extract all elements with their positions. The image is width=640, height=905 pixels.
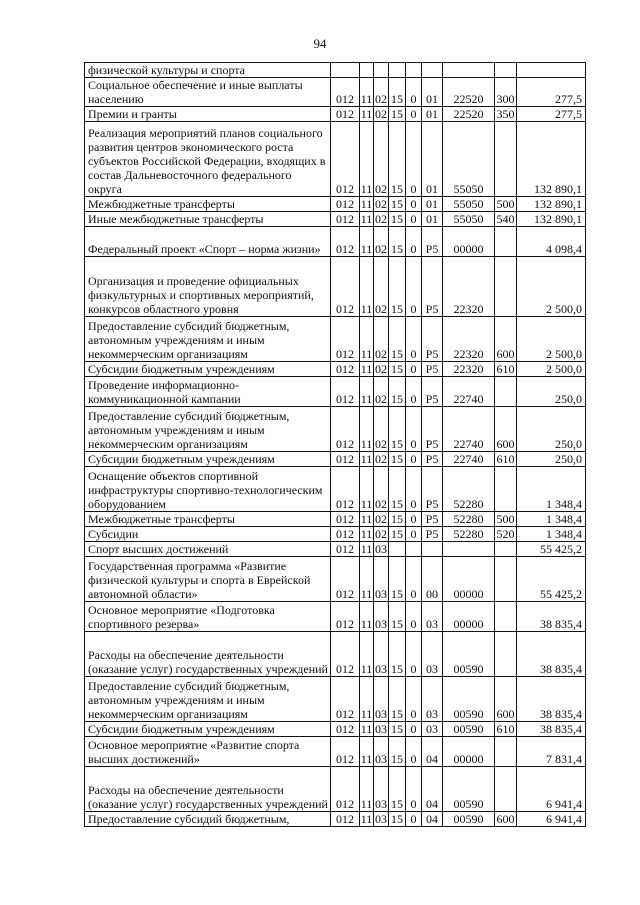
section-code-cell: 11 — [360, 317, 374, 362]
amount-cell: 38 835,4 — [517, 722, 586, 737]
section-code-cell: 11 — [360, 542, 373, 556]
section-code-cell: 11 — [360, 677, 374, 722]
page-number: 94 — [313, 36, 327, 51]
section-code-cell: 11 — [360, 197, 373, 211]
expense-type-code-cell — [495, 602, 517, 632]
subsection-code-cell: 02 — [375, 527, 387, 541]
amount-cell: 132 890,1 — [517, 122, 586, 197]
subprogram-code-cell: 0 — [406, 78, 422, 107]
amount-cell — [517, 63, 586, 78]
amount-cell: 132 890,1 — [517, 197, 586, 212]
row-name-cell: Основное мероприятие «Подготовка спортивного резерва» — [85, 602, 331, 632]
section-code-cell: 11 — [360, 632, 374, 677]
admin-code-cell: 012 — [331, 542, 360, 557]
subsection-code-cell: 02 — [375, 107, 387, 121]
table-row — [85, 632, 586, 677]
expense-type-code-cell: 610 — [496, 722, 515, 736]
section-code-cell: 11 — [360, 512, 373, 526]
subsection-code-cell: 02 — [374, 407, 389, 452]
direction-code-cell: 22740 — [443, 377, 495, 407]
event-code-cell: 04 — [422, 737, 443, 767]
amount-cell: 250,0 — [517, 377, 586, 407]
expense-type-code-cell: 600 — [495, 407, 517, 452]
expense-type-code-cell — [495, 122, 517, 197]
section-code-cell: 11 — [360, 737, 374, 767]
admin-code-cell: 012 — [331, 677, 360, 722]
subprogram-code-cell: 0 — [406, 557, 422, 602]
event-code-cell — [422, 542, 443, 557]
subprogram-code-cell — [406, 63, 422, 78]
section-code-cell: 11 — [360, 602, 374, 632]
program-code-cell: 15 — [389, 78, 406, 107]
direction-code-cell: 55050 — [443, 212, 495, 227]
program-code-cell: 15 — [389, 527, 406, 542]
amount-cell: 2 500,0 — [517, 317, 586, 362]
subprogram-code-cell: 0 — [406, 107, 422, 122]
section-code-cell: 11 — [360, 812, 373, 826]
row-name-cell: Спорт высших достижений — [85, 542, 331, 557]
section-code-cell: 11 — [360, 212, 373, 226]
row-name-cell: Межбюджетные трансферты — [85, 512, 331, 527]
subprogram-code-cell: 0 — [406, 602, 422, 632]
row-name-cell: Субсидии бюджетным учреждениям — [85, 362, 331, 377]
row-name-cell: Федеральный проект «Спорт – норма жизни» — [85, 227, 331, 257]
table-body — [85, 63, 586, 827]
direction-code-cell: 55050 — [443, 197, 495, 212]
direction-code-cell: 00000 — [443, 557, 495, 602]
event-code-cell — [422, 63, 443, 78]
table-row — [85, 542, 586, 557]
table-row — [85, 722, 586, 737]
event-code-cell: P5 — [422, 452, 443, 467]
table-row — [85, 197, 586, 212]
amount-cell: 2 500,0 — [517, 362, 586, 377]
admin-code-cell: 012 — [331, 557, 360, 602]
direction-code-cell: 52280 — [443, 512, 495, 527]
admin-code-cell: 012 — [331, 257, 360, 317]
subsection-code-cell: 03 — [374, 632, 389, 677]
event-code-cell: P5 — [422, 377, 443, 407]
subprogram-code-cell: 0 — [406, 377, 422, 407]
program-code-cell: 15 — [389, 317, 406, 362]
program-code-cell: 15 — [389, 107, 406, 122]
program-code-cell: 15 — [389, 737, 406, 767]
amount-cell: 38 835,4 — [517, 677, 586, 722]
row-name-cell: Субсидии бюджетным учреждениям — [85, 452, 331, 467]
subsection-code-cell: 02 — [375, 512, 387, 526]
admin-code-cell — [331, 63, 360, 78]
table-row — [85, 107, 586, 122]
subsection-code-cell: 03 — [374, 602, 389, 632]
subsection-code-cell: 03 — [374, 737, 389, 767]
program-code-cell: 15 — [389, 632, 406, 677]
expense-type-code-cell — [495, 377, 517, 407]
event-code-cell: 03 — [422, 602, 443, 632]
subsection-code-cell: 02 — [375, 197, 387, 211]
subsection-code-cell: 02 — [374, 377, 389, 407]
amount-cell: 38 835,4 — [517, 632, 586, 677]
expense-type-code-cell: 610 — [496, 452, 515, 466]
section-code-cell: 11 — [360, 467, 374, 512]
table-row — [85, 812, 586, 827]
direction-code-cell: 22740 — [443, 407, 495, 452]
admin-code-cell: 012 — [331, 362, 360, 377]
direction-code-cell: 22520 — [443, 107, 495, 122]
amount-cell: 1 348,4 — [517, 527, 586, 542]
subsection-code-cell: 02 — [374, 227, 389, 257]
expense-type-code-cell — [495, 467, 517, 512]
subprogram-code-cell: 0 — [406, 737, 422, 767]
subsection-code-cell: 03 — [375, 812, 387, 826]
direction-code-cell: 00000 — [443, 227, 495, 257]
amount-cell: 38 835,4 — [517, 602, 586, 632]
amount-cell: 6 941,4 — [517, 812, 586, 827]
expense-type-code-cell: 610 — [496, 362, 515, 376]
event-code-cell: 03 — [422, 632, 443, 677]
admin-code-cell: 012 — [331, 512, 360, 527]
table-row — [85, 257, 586, 317]
row-name-cell: Предоставление субсидий бюджетным, — [85, 812, 331, 827]
table-row — [85, 407, 586, 452]
admin-code-cell: 012 — [331, 632, 360, 677]
amount-cell: 1 348,4 — [517, 512, 586, 527]
admin-code-cell: 012 — [331, 227, 360, 257]
row-name-cell: Премии и гранты — [85, 107, 331, 122]
program-code-cell: 15 — [389, 512, 406, 527]
amount-cell: 2 500,0 — [517, 257, 586, 317]
table-row — [85, 467, 586, 512]
table-row — [85, 557, 586, 602]
event-code-cell: 03 — [422, 677, 443, 722]
direction-code-cell — [443, 63, 495, 78]
row-name-cell: Межбюджетные трансферты — [85, 197, 331, 212]
amount-cell: 7 831,4 — [517, 737, 586, 767]
direction-code-cell: 22320 — [443, 317, 495, 362]
direction-code-cell: 55050 — [443, 122, 495, 197]
direction-code-cell: 00000 — [443, 737, 495, 767]
subprogram-code-cell: 0 — [406, 407, 422, 452]
program-code-cell — [389, 63, 406, 78]
subsection-code-cell: 02 — [374, 467, 389, 512]
subsection-code-cell: 03 — [374, 557, 389, 602]
table-row — [85, 122, 586, 197]
table-row — [85, 362, 586, 377]
subsection-code-cell: 02 — [374, 78, 389, 107]
amount-cell: 55 425,2 — [517, 557, 586, 602]
program-code-cell: 15 — [389, 212, 406, 227]
table-row — [85, 212, 586, 227]
section-code-cell: 11 — [360, 527, 373, 541]
admin-code-cell: 012 — [331, 722, 360, 737]
event-code-cell: 01 — [422, 122, 443, 197]
subsection-code-cell: 02 — [374, 257, 389, 317]
budget-table — [84, 62, 586, 827]
admin-code-cell: 012 — [331, 527, 360, 542]
expense-type-code-cell — [495, 632, 517, 677]
amount-cell: 250,0 — [517, 407, 586, 452]
expense-type-code-cell: 350 — [496, 107, 515, 121]
subsection-code-cell: 02 — [374, 317, 389, 362]
program-code-cell: 15 — [389, 362, 406, 377]
expense-type-code-cell: 520 — [496, 527, 515, 541]
amount-cell: 132 890,1 — [517, 212, 586, 227]
table-row — [85, 677, 586, 722]
event-code-cell: 01 — [422, 212, 443, 227]
event-code-cell: 00 — [422, 557, 443, 602]
program-code-cell: 15 — [389, 227, 406, 257]
expense-type-code-cell — [495, 63, 517, 78]
admin-code-cell: 012 — [331, 407, 360, 452]
event-code-cell: 01 — [422, 197, 443, 212]
admin-code-cell: 012 — [331, 737, 360, 767]
expense-type-code-cell: 500 — [496, 197, 515, 211]
admin-code-cell: 012 — [331, 452, 360, 467]
row-name-cell: Предоставление субсидий бюджетным, автономным учреждениям и иным некоммерческим организациям — [85, 317, 331, 362]
expense-type-code-cell: 540 — [496, 212, 515, 226]
direction-code-cell: 22320 — [443, 257, 495, 317]
program-code-cell: 15 — [389, 257, 406, 317]
row-name-cell: Социальное обеспечение и иные выплаты населению — [85, 78, 331, 107]
expense-type-code-cell — [495, 767, 517, 812]
expense-type-code-cell — [495, 227, 517, 257]
direction-code-cell: 22320 — [443, 362, 495, 377]
subsection-code-cell — [374, 63, 389, 78]
admin-code-cell: 012 — [331, 212, 360, 227]
event-code-cell: 01 — [422, 78, 443, 107]
expense-type-code-cell — [495, 542, 517, 557]
admin-code-cell: 012 — [331, 767, 360, 812]
direction-code-cell: 00590 — [443, 722, 495, 737]
section-code-cell — [360, 63, 374, 78]
amount-cell: 4 098,4 — [517, 227, 586, 257]
section-code-cell: 11 — [360, 377, 374, 407]
direction-code-cell: 22520 — [443, 78, 495, 107]
admin-code-cell: 012 — [331, 197, 360, 212]
event-code-cell: P5 — [422, 257, 443, 317]
subsection-code-cell: 03 — [374, 677, 389, 722]
expense-type-code-cell — [495, 737, 517, 767]
amount-cell: 250,0 — [517, 452, 586, 467]
table-row — [85, 78, 586, 107]
subprogram-code-cell: 0 — [406, 527, 422, 542]
amount-cell: 55 425,2 — [517, 542, 586, 557]
program-code-cell: 15 — [389, 122, 406, 197]
direction-code-cell: 52280 — [443, 467, 495, 512]
subsection-code-cell: 03 — [374, 767, 389, 812]
event-code-cell: 04 — [422, 767, 443, 812]
table-row — [85, 737, 586, 767]
section-code-cell: 11 — [360, 407, 374, 452]
program-code-cell — [389, 542, 406, 557]
subprogram-code-cell: 0 — [406, 722, 422, 737]
event-code-cell: P5 — [422, 227, 443, 257]
admin-code-cell: 012 — [331, 377, 360, 407]
row-name-cell: Расходы на обеспечение деятельности (оказание услуг) государственных учреждений — [85, 632, 331, 677]
table-row — [85, 527, 586, 542]
row-name-cell: Основное мероприятие «Развитие спорта высших достижений» — [85, 737, 331, 767]
event-code-cell: 04 — [422, 812, 443, 827]
section-code-cell: 11 — [360, 362, 373, 376]
program-code-cell: 15 — [389, 377, 406, 407]
admin-code-cell: 012 — [331, 122, 360, 197]
program-code-cell: 15 — [389, 602, 406, 632]
row-name-cell: Иные межбюджетные трансферты — [85, 212, 331, 227]
amount-cell: 6 941,4 — [517, 767, 586, 812]
admin-code-cell: 012 — [331, 107, 360, 122]
subprogram-code-cell: 0 — [406, 212, 422, 227]
section-code-cell: 11 — [360, 122, 374, 197]
subsection-code-cell: 02 — [375, 212, 387, 226]
section-code-cell: 11 — [360, 722, 373, 736]
row-name-cell: Субсидии — [85, 527, 331, 542]
subsection-code-cell: 02 — [375, 452, 387, 466]
admin-code-cell: 012 — [331, 467, 360, 512]
section-code-cell: 11 — [360, 257, 374, 317]
table-row — [85, 317, 586, 362]
subprogram-code-cell: 0 — [406, 362, 422, 377]
table-row — [85, 767, 586, 812]
table-row — [85, 512, 586, 527]
table-row — [85, 227, 586, 257]
amount-cell: 277,5 — [517, 78, 586, 107]
expense-type-code-cell: 300 — [495, 78, 517, 107]
expense-type-code-cell: 600 — [495, 677, 517, 722]
subsection-code-cell: 02 — [375, 362, 387, 376]
program-code-cell: 15 — [389, 677, 406, 722]
table-row — [85, 452, 586, 467]
program-code-cell: 15 — [389, 467, 406, 512]
section-code-cell: 11 — [360, 557, 374, 602]
admin-code-cell: 012 — [331, 78, 360, 107]
expense-type-code-cell: 600 — [495, 317, 517, 362]
subprogram-code-cell: 0 — [406, 512, 422, 527]
row-name-cell: Государственная программа «Развитие физической культуры и спорта в Еврейской автономной области» — [85, 557, 331, 602]
program-code-cell: 15 — [389, 812, 406, 827]
direction-code-cell: 52280 — [443, 527, 495, 542]
expense-type-code-cell: 600 — [496, 812, 515, 826]
event-code-cell: P5 — [422, 407, 443, 452]
subprogram-code-cell: 0 — [406, 677, 422, 722]
row-name-cell: Реализация мероприятий планов социального развития центров экономического роста субъектов Российской Федерации, входящих в состав Дальневосточного федерального округа — [85, 122, 331, 197]
amount-cell: 277,5 — [517, 107, 586, 122]
section-code-cell: 11 — [360, 452, 373, 466]
subprogram-code-cell: 0 — [406, 197, 422, 212]
subprogram-code-cell: 0 — [406, 467, 422, 512]
admin-code-cell: 012 — [331, 317, 360, 362]
direction-code-cell: 00590 — [443, 677, 495, 722]
row-name-cell: физической культуры и спорта — [85, 63, 331, 78]
table-row — [85, 63, 586, 78]
event-code-cell: 03 — [422, 722, 443, 737]
admin-code-cell: 012 — [331, 602, 360, 632]
direction-code-cell: 00590 — [443, 767, 495, 812]
row-name-cell: Расходы на обеспечение деятельности (оказание услуг) государственных учреждений — [85, 767, 331, 812]
program-code-cell: 15 — [389, 452, 406, 467]
event-code-cell: 01 — [422, 107, 443, 122]
row-name-cell: Предоставление субсидий бюджетным, автономным учреждениям и иным некоммерческим организациям — [85, 407, 331, 452]
row-name-cell: Организация и проведение официальных физкультурных и спортивных мероприятий, конкурсов областного уровня — [85, 257, 331, 317]
program-code-cell: 15 — [389, 722, 406, 737]
row-name-cell: Оснащение объектов спортивной инфраструктуры спортивно-технологическим оборудованием — [85, 467, 331, 512]
section-code-cell: 11 — [360, 767, 374, 812]
program-code-cell: 15 — [389, 407, 406, 452]
program-code-cell: 15 — [389, 767, 406, 812]
direction-code-cell: 00590 — [443, 812, 495, 827]
direction-code-cell — [443, 542, 495, 557]
subsection-code-cell: 03 — [375, 542, 387, 556]
expense-type-code-cell: 500 — [496, 512, 515, 526]
section-code-cell: 11 — [360, 78, 374, 107]
subprogram-code-cell: 0 — [406, 632, 422, 677]
subprogram-code-cell — [406, 542, 422, 557]
subsection-code-cell: 02 — [374, 122, 389, 197]
subprogram-code-cell: 0 — [406, 812, 422, 827]
row-name-cell: Проведение информационно-коммуникационной кампании — [85, 377, 331, 407]
direction-code-cell: 00000 — [443, 602, 495, 632]
event-code-cell: P5 — [422, 527, 443, 542]
program-code-cell: 15 — [389, 197, 406, 212]
direction-code-cell: 22740 — [443, 452, 495, 467]
expense-type-code-cell — [495, 257, 517, 317]
section-code-cell: 11 — [360, 107, 373, 121]
event-code-cell: P5 — [422, 362, 443, 377]
section-code-cell: 11 — [360, 227, 374, 257]
subprogram-code-cell: 0 — [406, 317, 422, 362]
event-code-cell: P5 — [422, 512, 443, 527]
amount-cell: 1 348,4 — [517, 467, 586, 512]
program-code-cell: 15 — [389, 557, 406, 602]
event-code-cell: P5 — [422, 317, 443, 362]
event-code-cell: P5 — [422, 467, 443, 512]
subprogram-code-cell: 0 — [406, 257, 422, 317]
row-name-cell: Субсидии бюджетным учреждениям — [85, 722, 331, 737]
subprogram-code-cell: 0 — [406, 767, 422, 812]
subprogram-code-cell: 0 — [406, 122, 422, 197]
subprogram-code-cell: 0 — [406, 227, 422, 257]
subsection-code-cell: 03 — [375, 722, 387, 736]
row-name-cell: Предоставление субсидий бюджетным, автономным учреждениям и иным некоммерческим организациям — [85, 677, 331, 722]
direction-code-cell: 00590 — [443, 632, 495, 677]
admin-code-cell: 012 — [331, 812, 360, 827]
subprogram-code-cell: 0 — [406, 452, 422, 467]
table-row — [85, 377, 586, 407]
expense-type-code-cell — [495, 557, 517, 602]
table-row — [85, 602, 586, 632]
